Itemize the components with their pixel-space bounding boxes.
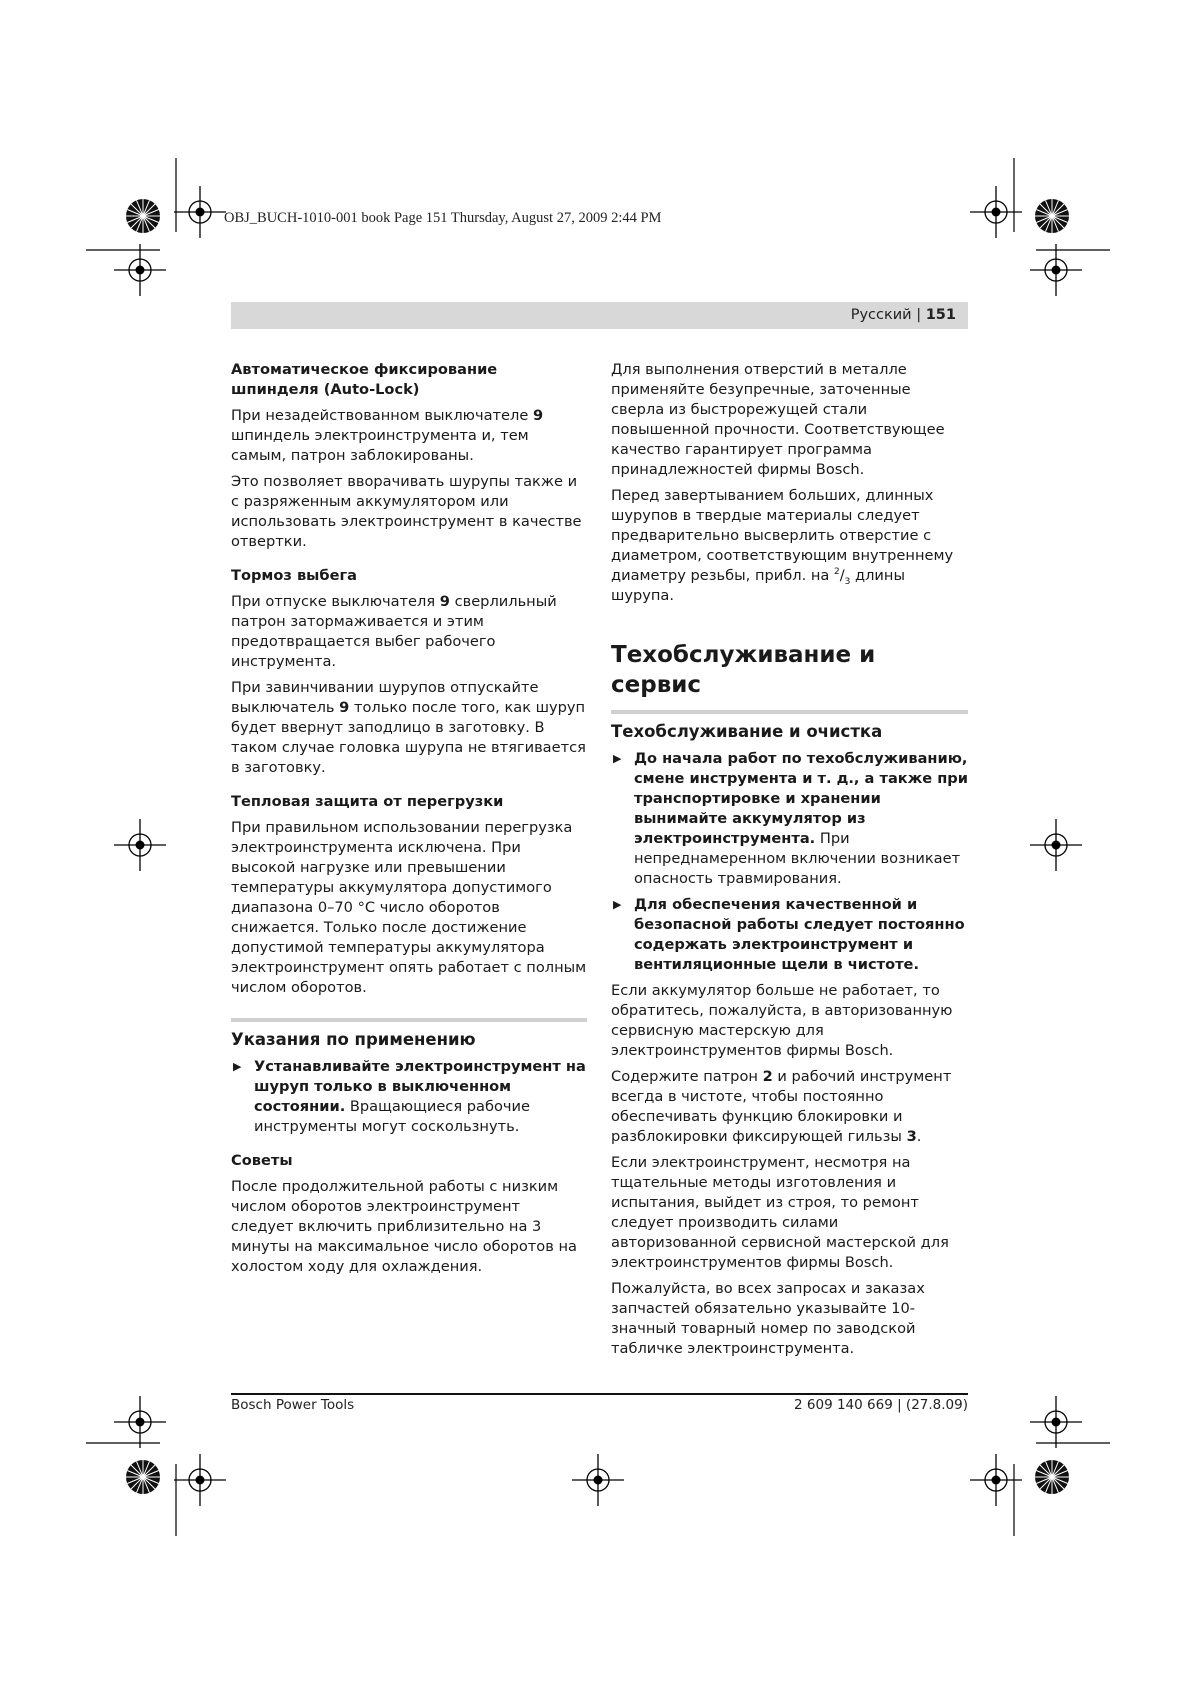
paragraph: После продолжительной работы с низким числом оборотов электроинструмент следует включить приблизительно на 3 минуты на максимальное число оборотов на холостом ходу для охлаждения. xyxy=(231,1178,577,1275)
paragraph: Для выполнения отверстий в металле применяйте безупречные, заточенные сверла из быстрорежущей стали повышенной прочности. Соответствующее качество гарантирует программа принадлежностей фирмы Bosch. xyxy=(611,361,945,478)
registration-cross-icon xyxy=(1030,1396,1082,1448)
color-target-star-icon xyxy=(126,1460,160,1494)
header-separator: | xyxy=(916,307,922,323)
ref-number: 9 xyxy=(439,593,450,610)
section-title-autolock: Автоматическое фиксирование шпинделя (Auto-Lock) xyxy=(231,361,498,398)
paragraph: Перед завертыванием больших, длинных шурупов в твердые материалы следует предварительно высверлить отверстие с диаметром, соответствующим внутреннему диаметру резьбы, прибл. на $^2/_3$ длины шурупа. xyxy=(611,487,954,604)
paragraph: Это позволяет вворачивать шурупы также и с разряженным аккумулятором или использовать электроинструмент в качестве отвертки. xyxy=(231,473,582,550)
paragraph: При отпуске выключателя 9 сверлильный патрон затормаживается и этим предотвращается выбег рабочего инструмента. xyxy=(231,593,557,670)
triangle-bullet-icon: ▶ xyxy=(613,752,622,765)
color-target-star-icon xyxy=(1035,1460,1069,1494)
header-language: Русский xyxy=(850,307,912,323)
ref-number: 3 xyxy=(906,1128,917,1145)
section-title-thermal: Тепловая защита от перегрузки xyxy=(231,793,504,810)
paragraph: При завинчивании шурупов отпускайте выключатель 9 только после того, как шуруп будет ввернут заподлицо в заготовку. В таком случае головка шурупа не втягивается в заготовку. xyxy=(231,679,586,776)
right-column xyxy=(611,360,968,1365)
paragraph: При правильном использовании перегрузка электроинструмента исключена. При высокой нагрузке или превышении температуры аккумулятора допустимого диапазона 0–70 °C число оборотов снижается. Только после достижение допустимой температуры аккумулятора электроинструмент опять работает с полным числом оборотов. xyxy=(231,819,587,996)
footer-doc-number: 2 609 140 669 | (27.8.09) xyxy=(794,1397,968,1413)
section-title-brake: Тормоз выбега xyxy=(231,567,357,584)
registration-cross-icon xyxy=(174,186,226,238)
color-target-star-icon xyxy=(1035,199,1069,233)
page-number: 151 xyxy=(925,307,956,323)
paragraph: Если аккумулятор больше не работает, то обратитесь, пожалуйста, в авторизованную сервисную мастерскую для электроинструментов фирмы Bosch. xyxy=(611,982,953,1059)
left-column xyxy=(231,360,587,1283)
registration-cross-icon xyxy=(114,1396,166,1448)
ref-number: 9 xyxy=(339,699,350,716)
warning-bullet: ▶ Устанавливайте электроинструмент на шуруп только в выключенном состоянии. Вращающиеся рабочие инструменты могут соскользнуть. xyxy=(233,1058,586,1135)
triangle-bullet-icon: ▶ xyxy=(233,1060,242,1073)
triangle-bullet-icon: ▶ xyxy=(613,898,622,911)
section-title-cleaning: Техобслуживание и очистка xyxy=(611,710,968,742)
print-info-line: OBJ_BUCH-1010-001 book Page 151 Thursday, August 27, 2009 2:44 PM xyxy=(224,210,662,226)
color-target-star-icon xyxy=(126,199,160,233)
footer-rule xyxy=(231,1393,968,1395)
footer-brand: Bosch Power Tools xyxy=(231,1397,355,1413)
warning-bullet: ▶ Для обеспечения качественной и безопасной работы следует постоянно содержать электроинструмент и вентиляционные щели в чистоте. xyxy=(613,896,965,973)
registration-cross-icon xyxy=(1030,819,1082,871)
registration-cross-icon xyxy=(174,1454,226,1506)
ref-number: 9 xyxy=(532,407,544,424)
page-header-bar xyxy=(231,302,968,329)
chapter-title-maintenance: Техобслуживание и сервис xyxy=(611,642,876,698)
registration-cross-icon xyxy=(114,819,166,871)
warning-bullet: ▶ До начала работ по техобслуживанию, смене инструмента и т. д., а также при транспортировке и хранении вынимайте аккумулятор из электроинструмента. При непреднамеренном включении возникает опасность травмирования. xyxy=(613,750,968,887)
paragraph: При незадействованном выключателе 9 шпиндель электроинструмента и, тем самым, патрон заблокированы. xyxy=(231,407,544,464)
page-header xyxy=(851,307,956,323)
registration-cross-icon xyxy=(572,1454,624,1506)
section-title-tips: Советы xyxy=(231,1152,293,1169)
section-title-usage: Указания по применению xyxy=(231,1018,587,1050)
paragraph: Если электроинструмент, несмотря на тщательные методы изготовления и испытания, выйдет из строя, то ремонт следует производить силами авторизованной сервисной мастерской для электроинструментов фирмы Bosch. xyxy=(611,1154,949,1271)
registration-cross-icon xyxy=(114,244,166,296)
paragraph: Содержите патрон 2 и рабочий инструмент всегда в чистоте, чтобы постоянно обеспечивать функцию блокировки и разблокировки фиксирующей гильзы 3. xyxy=(611,1068,952,1145)
paragraph: Пожалуйста, во всех запросах и заказах запчастей обязательно указывайте 10-значный товарный номер по заводской табличке электроинструмента. xyxy=(611,1280,925,1357)
ref-number: 2 xyxy=(762,1068,773,1085)
registration-cross-icon xyxy=(1030,244,1082,296)
